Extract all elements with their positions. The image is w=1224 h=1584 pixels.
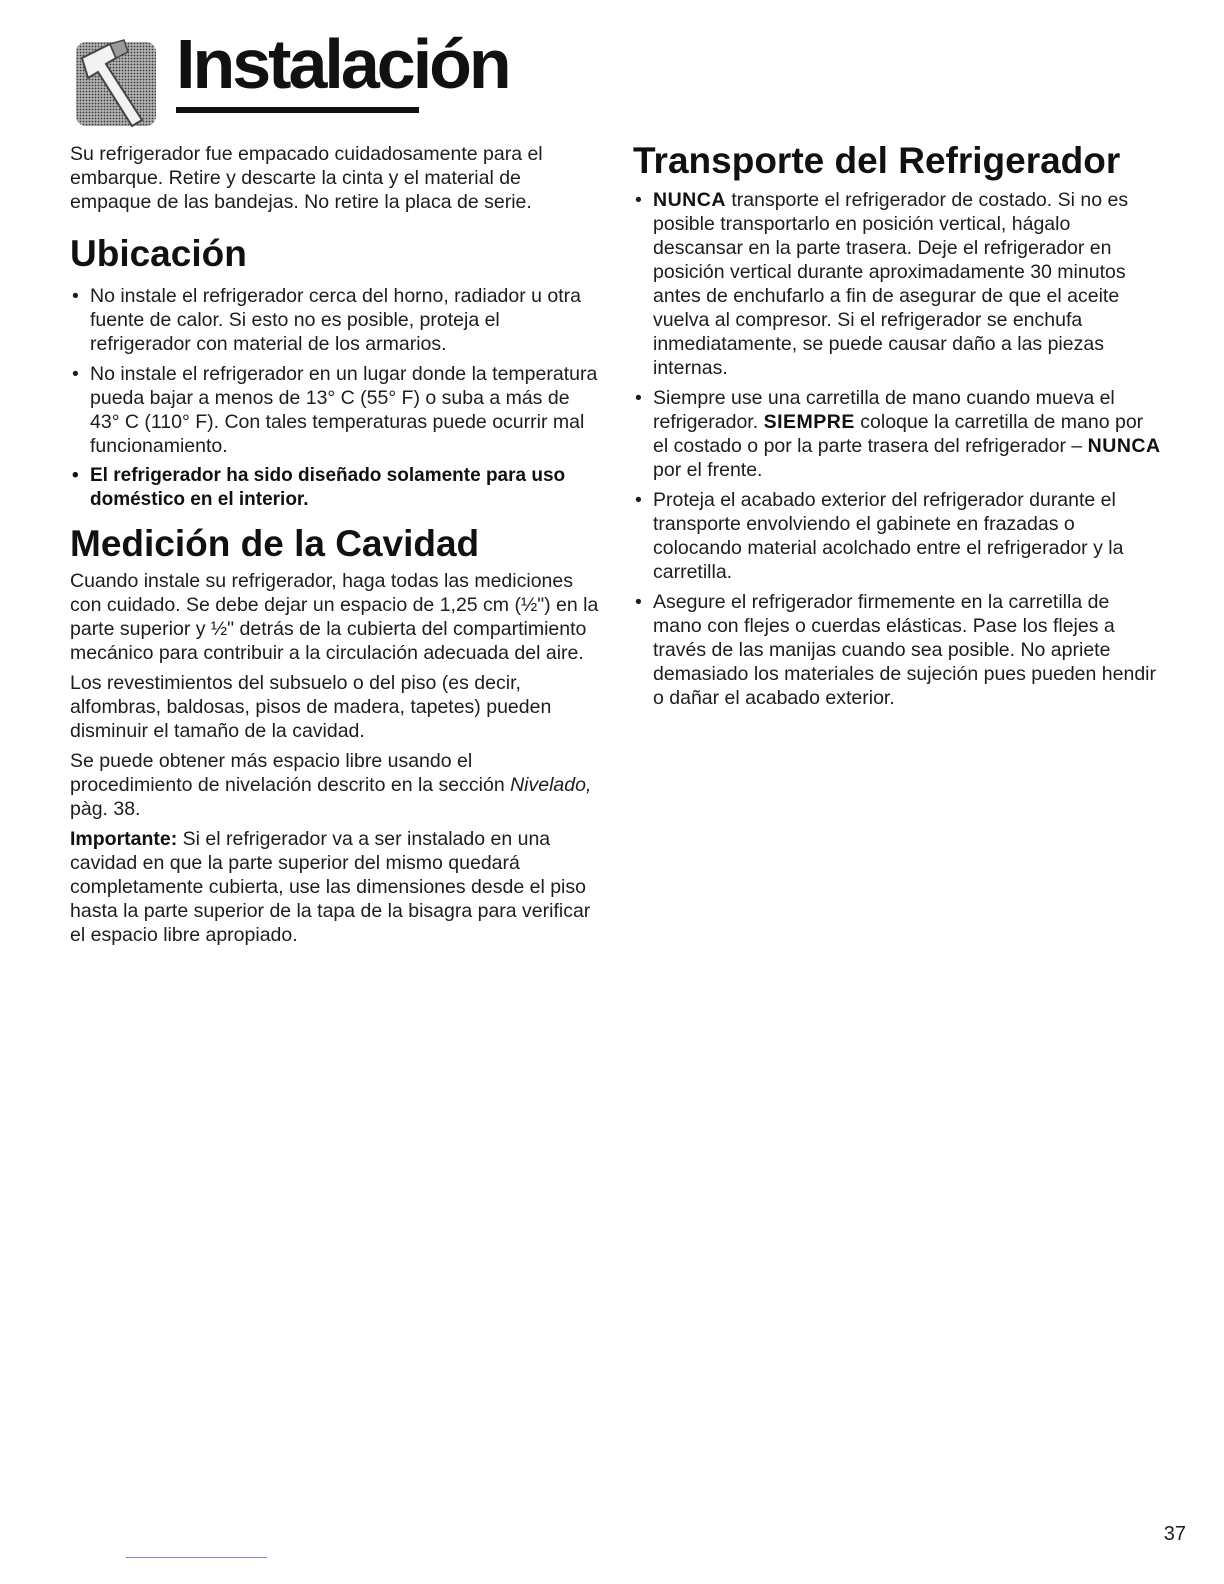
list-item — [633, 488, 1163, 584]
bullet-icon: • — [635, 189, 642, 211]
list-item — [633, 386, 1163, 482]
list-item — [70, 464, 600, 512]
list-item — [70, 284, 600, 356]
list-item-text: No instale el refrigerador en un lugar donde la temperatura pueda bajar a menos de 13° C (55° F) o suba a más de 43° C (110° F). Con tales temperaturas puede ocurrir mal funcionamiento. — [90, 363, 598, 457]
medicion-paragraph-2: Los revestimientos del subsuelo o del piso (es decir, alfombras, baldosas, pisos de madera, tapetes) pueden disminuir el tamaño de la cavidad. — [70, 672, 552, 742]
list-item-text: por el frente. — [653, 459, 763, 481]
emphasis-nunca: NUNCA — [1087, 435, 1161, 457]
list-item-text: transporte el refrigerador de costado. Si no es posible transportarlo en posición vertical, hágalo descansar en la parte trasera. Deje el refrigerador en posición vertical durante aproximadamente 30 minutos antes de enchufarlo a fin de asegurar de que el aceite vuelva al compresor. Si el refrigerador se enchufa inmediatamente, se puede causar daño a las piezas internas. — [653, 189, 1129, 379]
nivelado-reference: Nivelado, — [510, 774, 592, 796]
emphasis-siempre: SIEMPRE — [763, 411, 855, 433]
medicion-paragraph-1: Cuando instale su refrigerador, haga todas las mediciones con cuidado. Se debe dejar un espacio de 1,25 cm (½") en la parte superior y ½" detrás de la cubierta del compartimiento mecánico para contribuir a la circulación adecuada del aire. — [70, 570, 599, 664]
list-item-text: Asegure el refrigerador firmemente en la carretilla de mano con flejes o cuerdas elásticas. Pase los flejes a través de las manijas cuando sea posible. No apriete demasiado los materiales de sujeción pues pueden hendir o dañar el acabado exterior. — [653, 591, 1156, 709]
right-column — [633, 142, 1163, 716]
intro-paragraph: Su refrigerador fue empacado cuidadosamente para el embarque. Retire y descarte la cinta y el material de empaque de las bandejas. No retire la placa de serie. — [70, 143, 543, 213]
title-rule — [176, 107, 419, 113]
list-item — [633, 590, 1163, 710]
section-heading-transporte: Transporte del Refrigerador — [633, 140, 1121, 181]
bullet-icon: • — [72, 465, 79, 486]
list-item — [70, 362, 600, 458]
section-heading-ubicacion: Ubicación — [70, 233, 247, 274]
page-reference: pàg. 38. — [70, 798, 141, 820]
page-title: Instalación — [176, 25, 509, 103]
emphasis-nunca: NUNCA — [653, 189, 726, 211]
bullet-icon: • — [635, 489, 642, 511]
page-number: 37 — [1163, 1523, 1186, 1545]
medicion-p3-text: Se puede obtener más espacio libre usando el procedimiento de nivelación descrito en la sección — [70, 750, 505, 796]
list-item — [633, 188, 1163, 380]
bullet-icon: • — [635, 387, 642, 409]
list-item-text: El refrigerador ha sido diseñado solamente para uso doméstico en el interior. — [90, 465, 566, 510]
footer-rule — [126, 1557, 267, 1558]
bullet-icon: • — [72, 363, 79, 385]
list-item-text: coloque la carretilla de mano por el costado o por la parte trasera del refrigerador – — [653, 411, 1144, 457]
list-item-text: Proteja el acabado exterior del refrigerador durante el transporte envolviendo el gabinete en frazadas o colocando material acolchado entre el refrigerador y la carretilla. — [653, 489, 1124, 583]
transporte-list — [633, 188, 1163, 710]
medicion-paragraph-3 — [70, 749, 600, 821]
bullet-icon: • — [635, 591, 642, 613]
bullet-icon: • — [72, 285, 79, 307]
important-label: Importante: — [70, 828, 178, 850]
important-text: Si el refrigerador va a ser instalado en una cavidad en que la parte superior del mismo quedará completamente cubierta, use las dimensiones desde el piso hasta la parte superior de la tapa de la bisagra para verificar el espacio libre apropiado. — [70, 828, 591, 946]
section-heading-medicion: Medición de la Cavidad — [70, 523, 480, 564]
important-paragraph — [70, 827, 600, 947]
wrench-icon — [76, 36, 160, 132]
left-column — [70, 142, 600, 947]
list-item-text: Siempre use una carretilla de mano cuando mueva el refrigerador. — [653, 387, 1115, 433]
list-item-text: No instale el refrigerador cerca del horno, radiador u otra fuente de calor. Si esto no es posible, proteja el refrigerador con material de los armarios. — [90, 285, 582, 355]
ubicacion-list — [70, 284, 600, 512]
